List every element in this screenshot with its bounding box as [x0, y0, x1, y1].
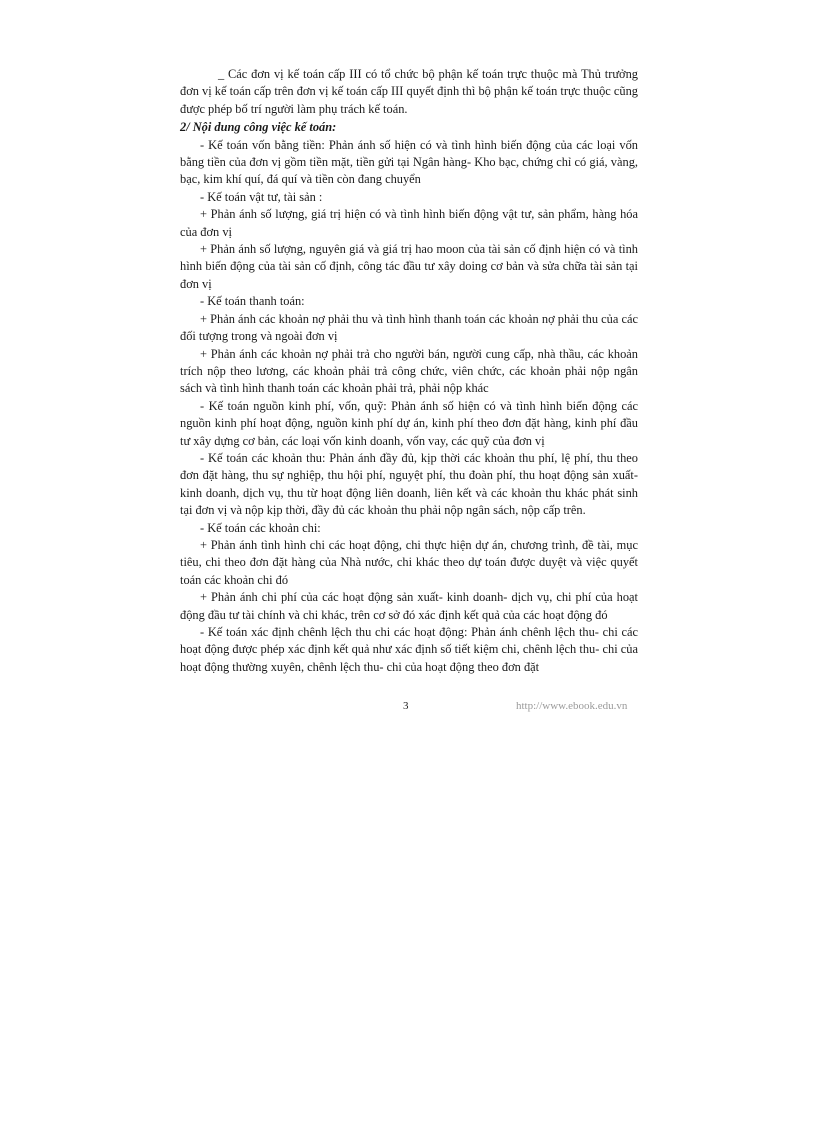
paragraph-funding-sources: - Kế toán nguồn kinh phí, vốn, quỹ: Phản ánh số hiện có và tình hình biến động các nguồn kinh phí hoạt động, nguồn kinh phí dự án, kinh phí theo đơn đặt hàng, kinh phí đầu tư xây dựng cơ bản, các loại vốn kinh doanh, vốn vay, các quỹ của đơn vị: [180, 398, 638, 448]
paragraph-payments: - Kế toán thanh toán:: [200, 294, 305, 309]
paragraph-materials-detail: + Phản ánh số lượng, giá trị hiện có và tình hình biến động vật tư, sản phẩm, hàng hóa của đơn vị: [180, 207, 638, 239]
footer-url: http://www.ebook.edu.vn: [516, 700, 628, 712]
paragraph-cash-accounting: - Kế toán vốn bằng tiền: Phản ánh số hiện có và tình hình biến động của các loại vốn bằng tiền của đơn vị gồm tiền mặt, tiền gửi tại Ngân hàng- Kho bạc, chứng chỉ có giá, vàng, bạc, kim khí quí, đá quí và tiền còn đang chuyển: [180, 137, 638, 187]
paragraph-expenses-activities: + Phản ánh tình hình chi các hoạt động, chi thực hiện dự án, chương trình, đề tài, mục tiêu, chi theo đơn đặt hàng của Nhà nước, chi khác theo dự toán được duyệt và việc quyết toán các khoản chi đó: [180, 537, 638, 587]
paragraph-fixed-assets-detail: + Phản ánh số lượng, nguyên giá và giá trị hao moon của tài sản cố định hiện có và tình hình biến động của tài sản cố định, công tác đầu tư xây doing cơ bản và sửa chữa tài sản tại đơn vị: [180, 242, 638, 291]
section-heading: 2/ Nội dung công việc kế toán:: [180, 120, 337, 135]
document-body: [180, 66, 638, 676]
page-footer: [0, 700, 816, 718]
paragraph-receivables: + Phản ánh các khoản nợ phải thu và tình hình thanh toán các khoản nợ phải thu của các đối tượng trong và ngoài đơn vị: [180, 311, 638, 344]
paragraph-expenses-business: + Phản ánh chi phí của các hoạt động sản xuất- kinh doanh- dịch vụ, chi phí của hoạt động đầu tư tài chính và chi khác, trên cơ sở đó xác định kết quả của các hoạt động đó: [180, 590, 638, 622]
paragraph-difference: - Kế toán xác định chênh lệch thu chi các hoạt động: Phản ánh chênh lệch thu- chi các hoạt động được phép xác định kết quả như xác định số tiết kiệm chi, chênh lệch thu- chi của hoạt động thường xuyên, chênh lệch thu- chi của hoạt động theo đơn đặt: [180, 625, 638, 674]
page-number: 3: [403, 700, 409, 712]
paragraph-intro: _ Các đơn vị kế toán cấp III có tổ chức bộ phận kế toán trực thuộc mà Thủ trưởng đơn vị kế toán cấp trên đơn vị kế toán cấp III quyết định thì bộ phận kế toán trực thuộc cũng được phép bố trí người làm phụ trách kế toán.: [180, 67, 638, 116]
paragraph-revenues: - Kế toán các khoản thu: Phản ánh đầy đủ, kịp thời các khoản thu phí, lệ phí, thu theo đơn đặt hàng, thu sự nghiệp, thu hội phí, nguyệt phí, thu đoàn phí, thu hoạt động sản xuất- kinh doanh, dịch vụ, thu từ hoạt động liên doanh, liên kết và các khoản thu khác phát sinh tại đơn vị và nộp kịp thời, đầy đủ các khoản thu phải nộp ngân sách, nộp cấp trên.: [180, 450, 638, 518]
paragraph-materials-assets: - Kế toán vật tư, tài sản :: [200, 189, 323, 204]
paragraph-payables: + Phản ánh các khoản nợ phải trả cho người bán, người cung cấp, nhà thầu, các khoản trích nộp theo lương, các khoản phải trả công chức, viên chức, các khoản phải nộp ngân sách và tình hình thanh toán các khoản phải trả, phải nộp khác: [180, 346, 638, 396]
paragraph-expenses: - Kế toán các khoản chi:: [200, 520, 321, 535]
